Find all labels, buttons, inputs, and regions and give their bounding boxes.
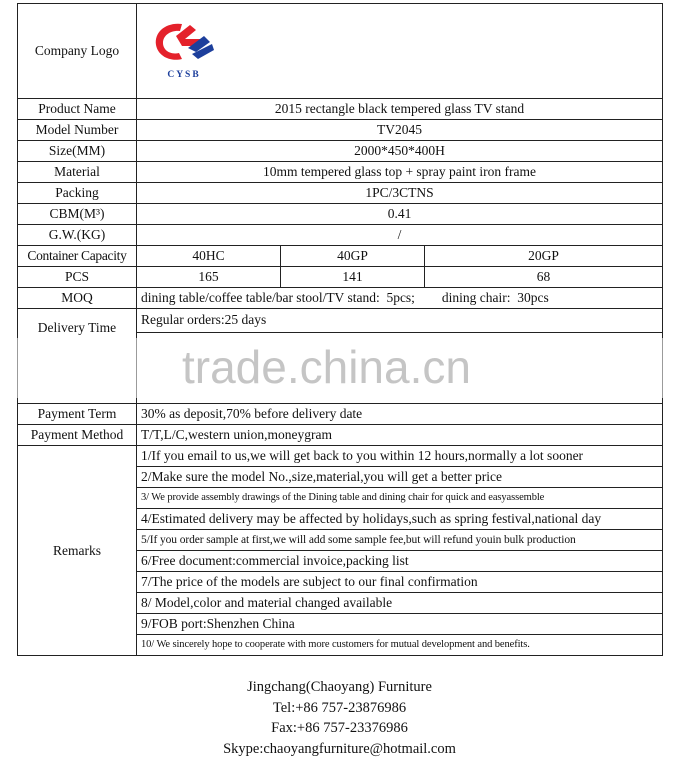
remark-item: 7/The price of the models are subject to our final confirmation bbox=[137, 572, 663, 593]
fax: Fax:+86 757-23376986 bbox=[271, 720, 408, 736]
remark-item: 10/ We sincerely hope to cooperate with more customers for mutual development and benefits. bbox=[137, 635, 663, 656]
pcs-label: PCS bbox=[18, 267, 137, 288]
container-40hc: 40HC bbox=[137, 246, 281, 267]
pcs-40hc: 165 bbox=[137, 267, 281, 288]
gw-label: G.W.(KG) bbox=[18, 225, 137, 246]
remarks-label: Remarks bbox=[18, 446, 137, 656]
model-number-label: Model Number bbox=[18, 120, 137, 141]
logo-wordmark: CYSB bbox=[167, 70, 201, 80]
product-name-value: 2015 rectangle black tempered glass TV stand bbox=[137, 99, 663, 120]
size-label: Size(MM) bbox=[18, 141, 137, 162]
telephone: Tel:+86 757-23876986 bbox=[272, 699, 407, 716]
remark-item: 5/If you order sample at first,we will add some sample fee,but will refund youin bulk production bbox=[137, 530, 663, 551]
moq-label: MOQ bbox=[18, 288, 137, 309]
remark-item: 8/ Model,color and material changed available bbox=[137, 593, 663, 614]
packing-label: Packing bbox=[18, 183, 137, 204]
container-40gp: 40GP bbox=[281, 246, 425, 267]
pcs-40gp: 141 bbox=[281, 267, 425, 288]
gw-value: / bbox=[137, 225, 663, 246]
remark-item: 6/Free document:commercial invoice,packing list bbox=[137, 551, 663, 572]
remark-item: 2/Make sure the model No.,size,material,you will get a better price bbox=[137, 467, 663, 488]
company-name: Jingchang(Chaoyang) Furniture bbox=[247, 679, 432, 695]
product-spec-table bbox=[17, 3, 663, 656]
moq-value: dining table/coffee table/bar stool/TV stand: 5pcs; dining chair: 30pcs bbox=[137, 288, 663, 309]
company-logo bbox=[149, 18, 219, 84]
logo-label: Company Logo bbox=[18, 4, 137, 99]
logo-cell bbox=[137, 4, 663, 99]
cbm-value: 0.41 bbox=[137, 204, 663, 225]
remark-item: 3/ We provide assembly drawings of the Dining table and dining chair for quick and easyassemble bbox=[137, 488, 663, 509]
delivery-time-label: Delivery Time bbox=[18, 309, 137, 404]
company-contact bbox=[0, 677, 679, 759]
watermark-text: trade.china.cn bbox=[182, 341, 471, 393]
material-label: Material bbox=[18, 162, 137, 183]
payment-term-value: 30% as deposit,70% before delivery date bbox=[137, 404, 663, 425]
payment-method-value: T/T,L/C,western union,moneygram bbox=[137, 425, 663, 446]
packing-value: 1PC/3CTNS bbox=[137, 183, 663, 204]
payment-method-label: Payment Method bbox=[18, 425, 137, 446]
delivery-time-value: Regular orders:25 days bbox=[137, 309, 663, 333]
remark-item: 4/Estimated delivery may be affected by holidays,such as spring festival,national day bbox=[137, 509, 663, 530]
container-capacity-label: Container Capacity bbox=[18, 246, 137, 267]
pcs-20gp: 68 bbox=[425, 267, 663, 288]
container-20gp: 20GP bbox=[425, 246, 663, 267]
cbm-label: CBM(M³) bbox=[18, 204, 137, 225]
model-number-value: TV2045 bbox=[137, 120, 663, 141]
remark-item: 9/FOB port:Shenzhen China bbox=[137, 614, 663, 635]
material-value: 10mm tempered glass top + spray paint iron frame bbox=[137, 162, 663, 183]
cysb-logo-icon bbox=[152, 18, 216, 66]
skype-contact: Skype:chaoyangfurniture@hotmail.com bbox=[223, 740, 456, 757]
remark-item: 1/If you email to us,we will get back to you within 12 hours,normally a lot sooner bbox=[137, 446, 663, 467]
delivery-time-extra bbox=[137, 332, 663, 403]
product-name-label: Product Name bbox=[18, 99, 137, 120]
size-value: 2000*450*400H bbox=[137, 141, 663, 162]
payment-term-label: Payment Term bbox=[18, 404, 137, 425]
